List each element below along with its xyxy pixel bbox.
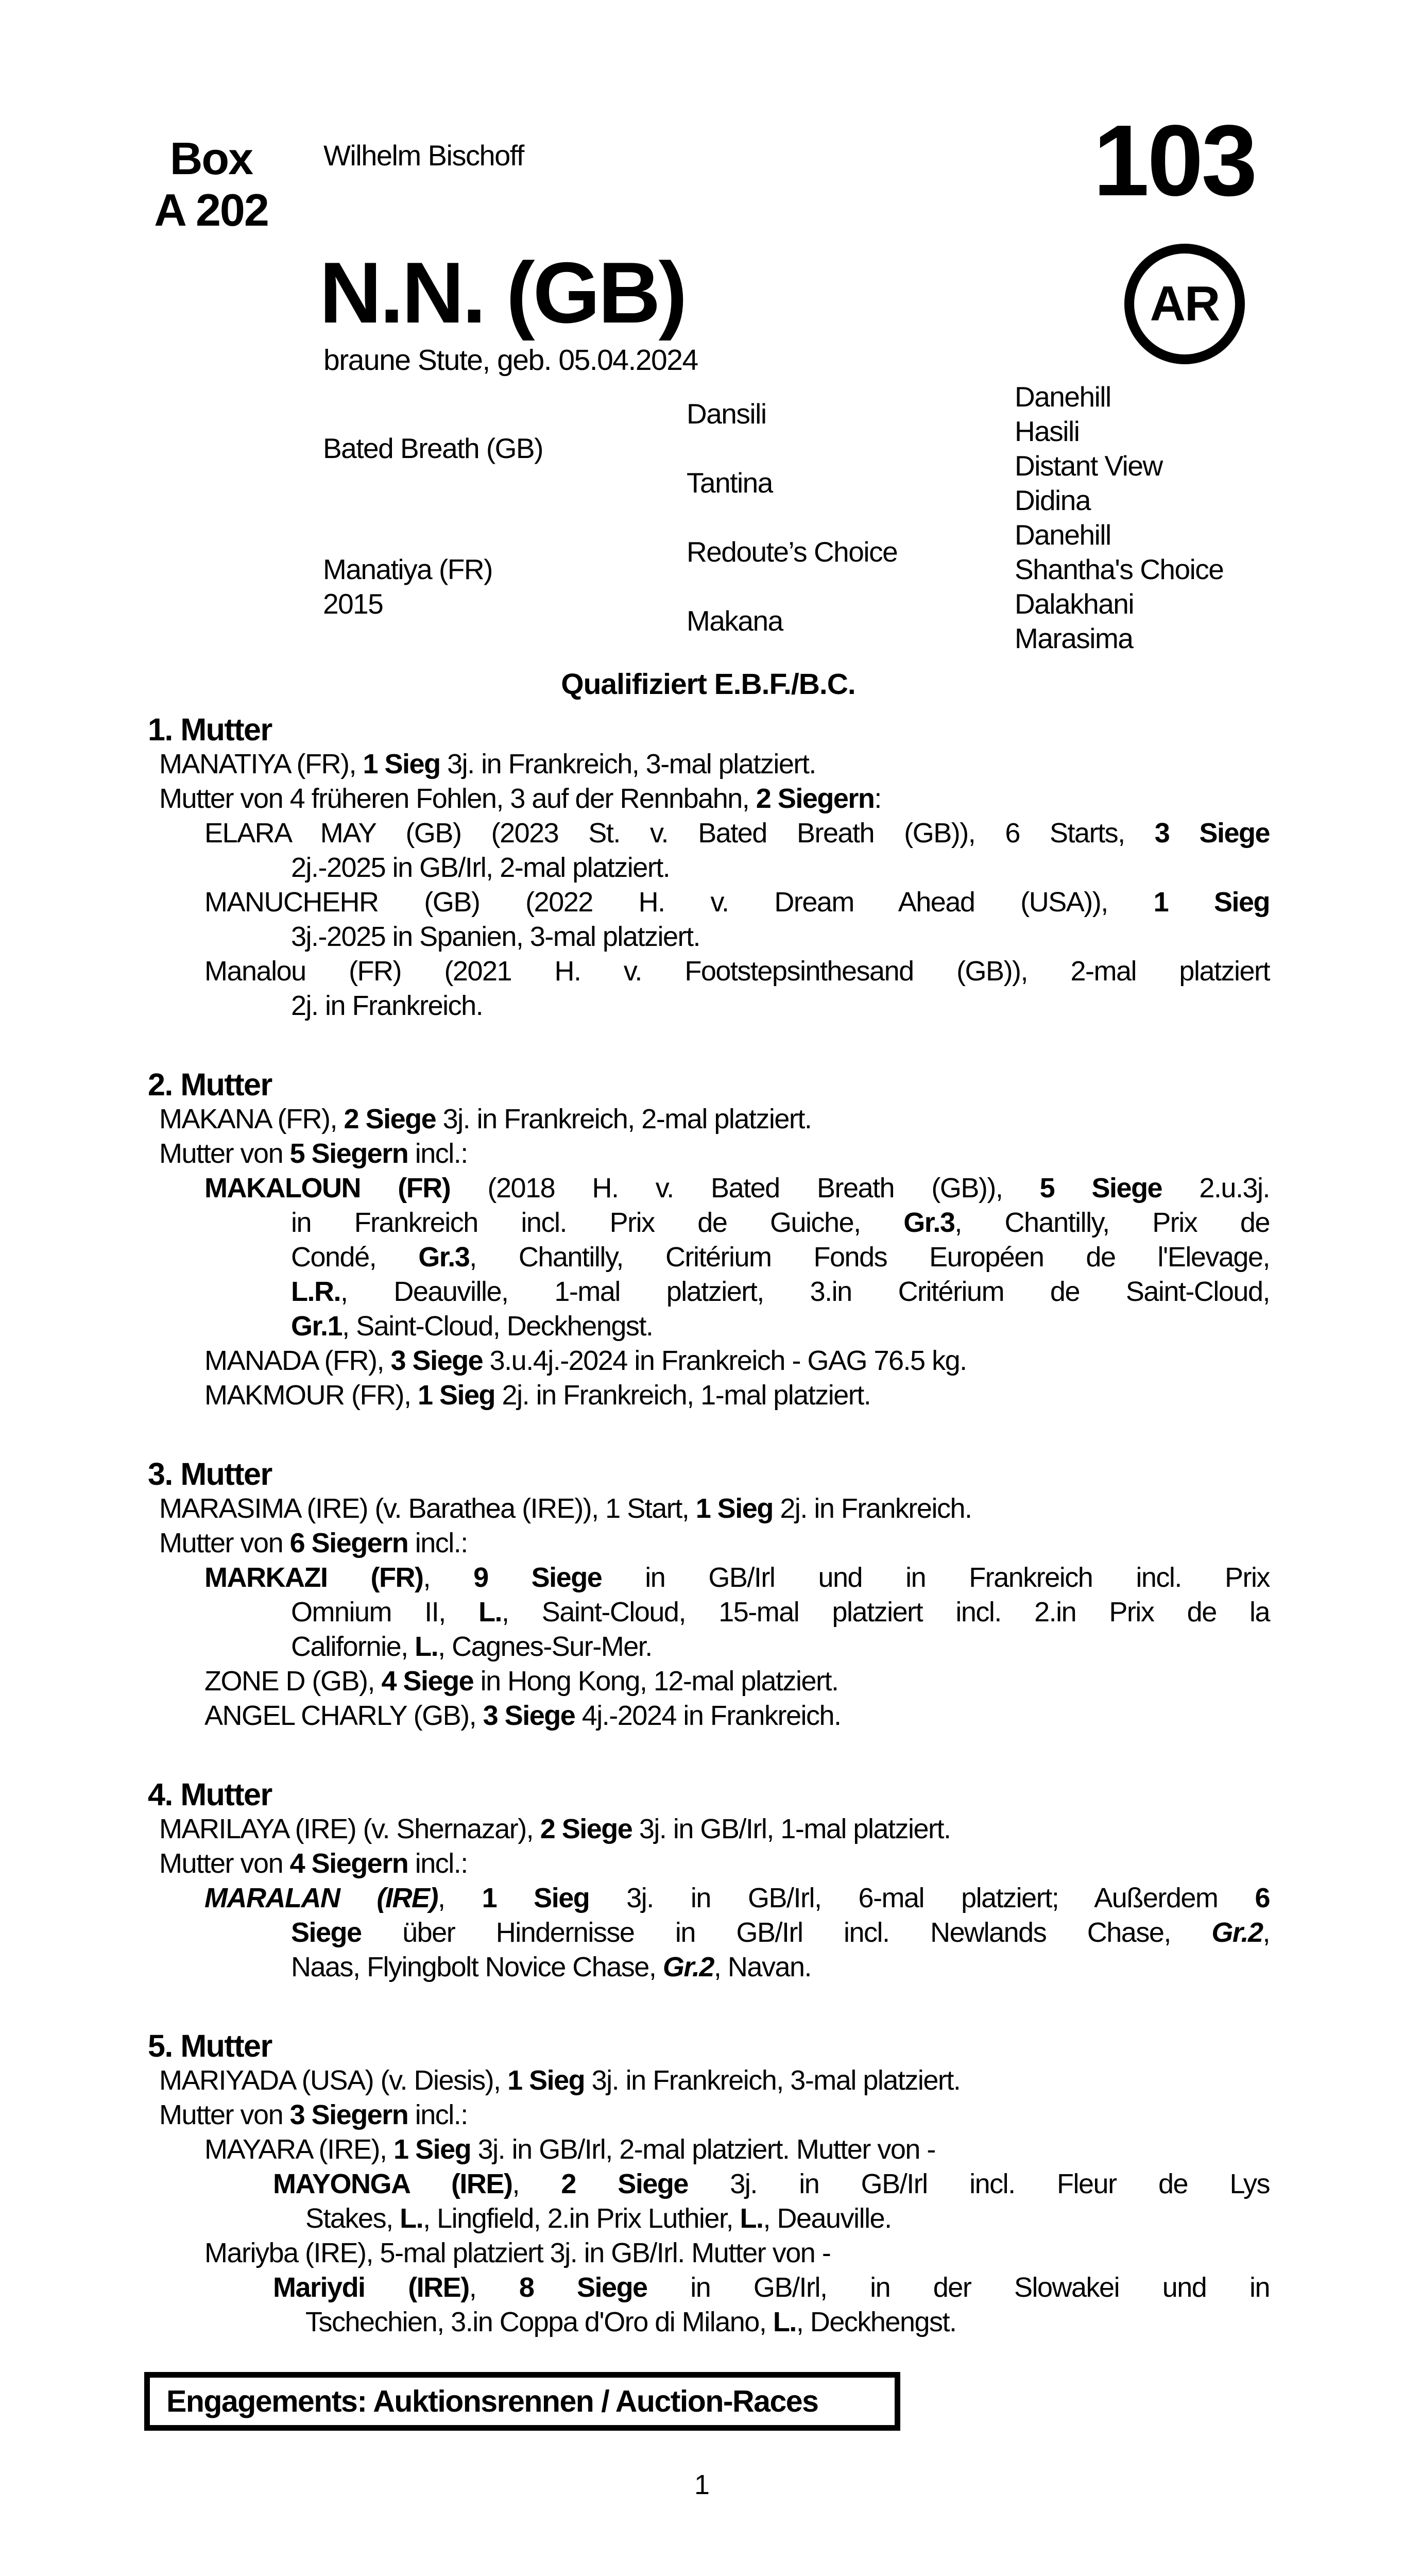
text-line — [291, 1309, 1270, 1344]
pedigree-dam-name: Manatiya (FR) — [323, 553, 492, 585]
text-run: 4j.-2024 in Frankreich. — [575, 1700, 841, 1731]
text-run: 3j. in GB/Irl, 2-mal platziert. Mutter von - — [471, 2134, 935, 2165]
text-run: 1 Sieg — [363, 749, 440, 779]
text-run: incl.: — [408, 1528, 468, 1558]
text-run: 2 Siege — [540, 1814, 632, 1844]
lot-number: 103 — [1093, 104, 1256, 217]
section-heading: 4. Mutter — [148, 1777, 272, 1812]
text-line — [159, 1526, 1270, 1561]
text-run: L. — [400, 2203, 423, 2234]
text-run: MAKMOUR (FR), — [204, 1380, 418, 1411]
text-run: Stakes, — [305, 2203, 400, 2234]
text-run: in Hong Kong, 12-mal platziert. — [473, 1666, 838, 1697]
text-run: 2 Siege — [561, 2168, 688, 2199]
text-run: Mutter von — [159, 1528, 290, 1558]
text-run: , — [512, 2168, 561, 2199]
text-run: 3.u.4j.-2024 in Frankreich - GAG 76.5 kg. — [483, 1345, 967, 1376]
text-line — [291, 1950, 1270, 1985]
text-run: , Navan. — [713, 1952, 812, 1982]
box-label: Box — [169, 133, 253, 184]
text-run: 2j. in Frankreich, 1-mal platziert. — [495, 1380, 871, 1411]
text-line — [305, 2305, 1270, 2340]
text-line — [291, 1206, 1270, 1240]
section-heading: 3. Mutter — [148, 1456, 272, 1492]
text-run: , Chantilly, Critérium Fonds Européen de l'Elevage, — [469, 1242, 1270, 1273]
brand-badge — [1124, 244, 1245, 364]
page-number: 1 — [694, 2469, 710, 2500]
text-run: 1 Sieg — [695, 1493, 773, 1524]
text-run: Siege — [291, 1917, 362, 1948]
text-run: in GB/Irl, in der Slowakei und in — [647, 2272, 1270, 2303]
text-run: , — [423, 1562, 474, 1593]
text-run: MARIYADA (USA) (v. Diesis), — [159, 2065, 508, 2096]
text-line — [159, 2098, 1270, 2132]
text-run: Mutter von — [159, 1138, 290, 1169]
pedigree-sire-sire: Dansili — [687, 398, 766, 430]
text-run: 1 Sieg — [417, 1380, 495, 1411]
text-run: 3j. in GB/Irl, 6-mal platziert; Außerdem — [589, 1883, 1255, 1913]
text-line — [291, 989, 1270, 1023]
text-run: Mariydi (IRE) — [273, 2272, 469, 2303]
text-run: MARASIMA (IRE) (v. Barathea (IRE)), 1 Start, — [159, 1493, 696, 1524]
text-run: Gr.3 — [418, 1242, 470, 1273]
text-run: 3 Siege — [483, 1700, 575, 1731]
text-run: 3j. in Frankreich, 3-mal platziert. — [440, 749, 816, 779]
text-line — [291, 1630, 1270, 1664]
text-line — [159, 1102, 1270, 1137]
text-run: 1 Sieg — [393, 2134, 471, 2165]
text-line — [159, 1812, 1270, 1846]
text-line — [305, 2201, 1270, 2236]
text-line — [204, 1561, 1270, 1595]
text-line — [291, 1240, 1270, 1275]
text-line — [159, 1492, 1270, 1526]
text-run: Condé, — [291, 1242, 419, 1273]
pedigree-ancestor: Shantha's Choice — [1015, 553, 1224, 585]
text-run: Manalou (FR) (2021 H. v. Footstepsinthesand (GB)), 2-mal platziert — [204, 956, 1270, 987]
pedigree-dam — [323, 552, 492, 621]
text-run: in GB/Irl und in Frankreich incl. Prix — [602, 1562, 1270, 1593]
text-run: 1 Sieg — [482, 1883, 590, 1913]
section-heading: 2. Mutter — [148, 1067, 272, 1102]
pedigree-dam-sire: Redoute’s Choice — [687, 536, 898, 568]
text-run: , — [1262, 1917, 1270, 1948]
section-heading: 1. Mutter — [148, 712, 272, 747]
text-run: , Lingfield, 2.in Prix Luthier, — [423, 2203, 740, 2234]
text-line — [291, 1916, 1270, 1950]
text-run: 3j. in Frankreich, 3-mal platziert. — [585, 2065, 961, 2096]
text-run: , — [438, 1883, 482, 1913]
text-run: L. — [415, 1631, 438, 1662]
text-line — [291, 920, 1270, 954]
text-run: 5 Siegern — [289, 1138, 408, 1169]
text-line — [273, 2270, 1270, 2305]
brand-badge-label: AR — [1150, 276, 1220, 331]
text-run: , Deckhengst. — [796, 2307, 956, 2337]
text-run: L.R. — [291, 1276, 340, 1307]
text-line — [204, 1344, 1270, 1378]
box-number: A 202 — [154, 184, 268, 235]
text-run: MANATIYA (FR), — [159, 749, 363, 779]
text-run: Gr.1 — [291, 1311, 343, 1342]
horse-details: braune Stute, geb. 05.04.2024 — [323, 344, 698, 377]
text-run: Californie, — [291, 1631, 415, 1662]
text-line — [291, 1595, 1270, 1630]
text-run: , — [469, 2272, 519, 2303]
text-run: MARALAN (IRE) — [204, 1883, 438, 1913]
text-run: , Saint-Cloud, 15-mal platziert incl. 2.in Prix de la — [502, 1597, 1270, 1628]
text-run: incl.: — [408, 1138, 468, 1169]
section-heading: 5. Mutter — [148, 2028, 272, 2063]
text-run: Gr.2 — [662, 1952, 714, 1982]
pedigree-ancestor: Danehill — [1015, 381, 1111, 413]
text-line — [204, 1699, 1270, 1733]
text-run: , Deauville, 1-mal platziert, 3.in Critérium de Saint-Cloud, — [340, 1276, 1270, 1307]
text-line — [204, 885, 1270, 920]
text-run: über Hindernisse in GB/Irl incl. Newlands Chase, — [361, 1917, 1212, 1948]
text-line — [204, 954, 1270, 989]
text-run: MAYONGA (IRE) — [273, 2168, 512, 2199]
text-line — [291, 851, 1270, 885]
text-run: MARILAYA (IRE) (v. Shernazar), — [159, 1814, 540, 1844]
text-run: 3 Siege — [390, 1345, 483, 1376]
text-run: 4 Siege — [381, 1666, 474, 1697]
text-run: ZONE D (GB), — [204, 1666, 382, 1697]
text-run: , Chantilly, Prix de — [954, 1207, 1270, 1238]
text-run: 6 Siegern — [289, 1528, 408, 1558]
engagements-box — [144, 2372, 900, 2431]
text-run: ANGEL CHARLY (GB), — [204, 1700, 483, 1731]
pedigree-dam-dam: Makana — [687, 605, 783, 637]
text-run: Gr.2 — [1211, 1917, 1263, 1948]
text-run: MANUCHEHR (GB) (2022 H. v. Dream Ahead (USA)), — [204, 887, 1154, 918]
text-run: 2 Siegern — [756, 783, 875, 814]
pedigree-ancestor: Hasili — [1015, 415, 1080, 447]
pedigree-generation-3 — [1015, 380, 1223, 656]
text-run: ELARA MAY (GB) (2023 St. v. Bated Breath (GB)), 6 Starts, — [204, 818, 1155, 849]
text-run: MARKAZI (FR) — [204, 1562, 423, 1593]
text-run: 2 Siege — [344, 1104, 436, 1134]
text-run: 2j. in Frankreich. — [291, 990, 483, 1021]
text-run: MAKALOUN (FR) — [204, 1173, 451, 1204]
text-line — [159, 747, 1270, 782]
text-line — [204, 1378, 1270, 1413]
text-run: 8 Siege — [519, 2272, 647, 2303]
text-run: L. — [478, 1597, 502, 1628]
text-run: 9 Siege — [473, 1562, 602, 1593]
text-run: 5 Siege — [1039, 1173, 1162, 1204]
horse-name: N.N. (GB) — [319, 244, 686, 341]
pedigree-ancestor: Danehill — [1015, 519, 1111, 551]
text-line — [159, 1846, 1270, 1881]
text-run: 3 Siegern — [289, 2099, 408, 2130]
qualification-note: Qualifiziert E.B.F./B.C. — [561, 668, 855, 701]
text-run: L. — [740, 2203, 763, 2234]
text-run: , Saint-Cloud, Deckhengst. — [342, 1311, 653, 1342]
text-line — [159, 782, 1270, 816]
text-run: , Deauville. — [763, 2203, 892, 2234]
pedigree-sire: Bated Breath (GB) — [323, 432, 543, 464]
text-run: (2018 H. v. Bated Breath (GB)), — [450, 1173, 1040, 1204]
text-run: 3 Siege — [1154, 818, 1270, 849]
text-run: , Cagnes-Sur-Mer. — [438, 1631, 652, 1662]
pedigree-dam-year: 2015 — [323, 588, 383, 620]
text-run: 2j.-2025 in GB/Irl, 2-mal platziert. — [291, 852, 670, 883]
text-line — [204, 1881, 1270, 1916]
text-run: Mariyba (IRE), 5-mal platziert 3j. in GB/Irl. Mutter von - — [204, 2238, 831, 2268]
family-sections — [148, 713, 1270, 2340]
pedigree-ancestor: Dalakhani — [1015, 588, 1134, 620]
text-run: 3j. in GB/Irl, 1-mal platziert. — [632, 1814, 951, 1844]
text-line — [204, 1171, 1270, 1206]
text-run: Naas, Flyingbolt Novice Chase, — [291, 1952, 663, 1982]
consignor-name: Wilhelm Bischoff — [323, 139, 524, 172]
text-run: 3j.-2025 in Spanien, 3-mal platziert. — [291, 921, 700, 952]
text-line — [204, 1664, 1270, 1699]
text-line — [159, 1137, 1270, 1171]
text-run: in Frankreich incl. Prix de Guiche, — [291, 1207, 904, 1238]
text-run: 2.u.3j. — [1162, 1173, 1270, 1204]
text-line — [291, 1275, 1270, 1309]
box-assignment — [147, 133, 276, 236]
text-line — [159, 2063, 1270, 2098]
text-run: 1 Sieg — [507, 2065, 585, 2096]
text-line — [204, 2132, 1270, 2167]
text-run: 3j. in Frankreich, 2-mal platziert. — [436, 1104, 812, 1134]
pedigree-ancestor: Marasima — [1015, 622, 1133, 654]
text-run: L. — [773, 2307, 796, 2337]
text-run: 3j. in GB/Irl incl. Fleur de Lys — [688, 2168, 1270, 2199]
pedigree-sire-dam: Tantina — [687, 467, 773, 499]
text-run: 6 — [1255, 1883, 1270, 1913]
text-run: Mutter von — [159, 2099, 290, 2130]
text-run: Gr.3 — [903, 1207, 955, 1238]
text-run: 4 Siegern — [289, 1848, 408, 1879]
text-run: MAYARA (IRE), — [204, 2134, 394, 2165]
pedigree-ancestor: Didina — [1015, 484, 1090, 516]
text-run: incl.: — [408, 2099, 468, 2130]
text-line — [204, 816, 1270, 851]
text-run: 1 Sieg — [1153, 887, 1270, 918]
text-run: Mutter von 4 früheren Fohlen, 3 auf der Rennbahn, — [159, 783, 756, 814]
engagements-label: Engagements: Auktionsrennen / Auction-Races — [166, 2384, 818, 2418]
text-run: incl.: — [408, 1848, 468, 1879]
text-run: MANADA (FR), — [204, 1345, 391, 1376]
text-line — [273, 2167, 1270, 2201]
text-run: MAKANA (FR), — [159, 1104, 344, 1134]
text-run: Mutter von — [159, 1848, 290, 1879]
text-run: Tschechien, 3.in Coppa d'Oro di Milano, — [305, 2307, 773, 2337]
pedigree-ancestor: Distant View — [1015, 450, 1162, 482]
text-run: 2j. in Frankreich. — [773, 1493, 972, 1524]
text-run: : — [874, 783, 881, 814]
text-line — [204, 2236, 1270, 2270]
text-run: Omnium II, — [291, 1597, 479, 1628]
